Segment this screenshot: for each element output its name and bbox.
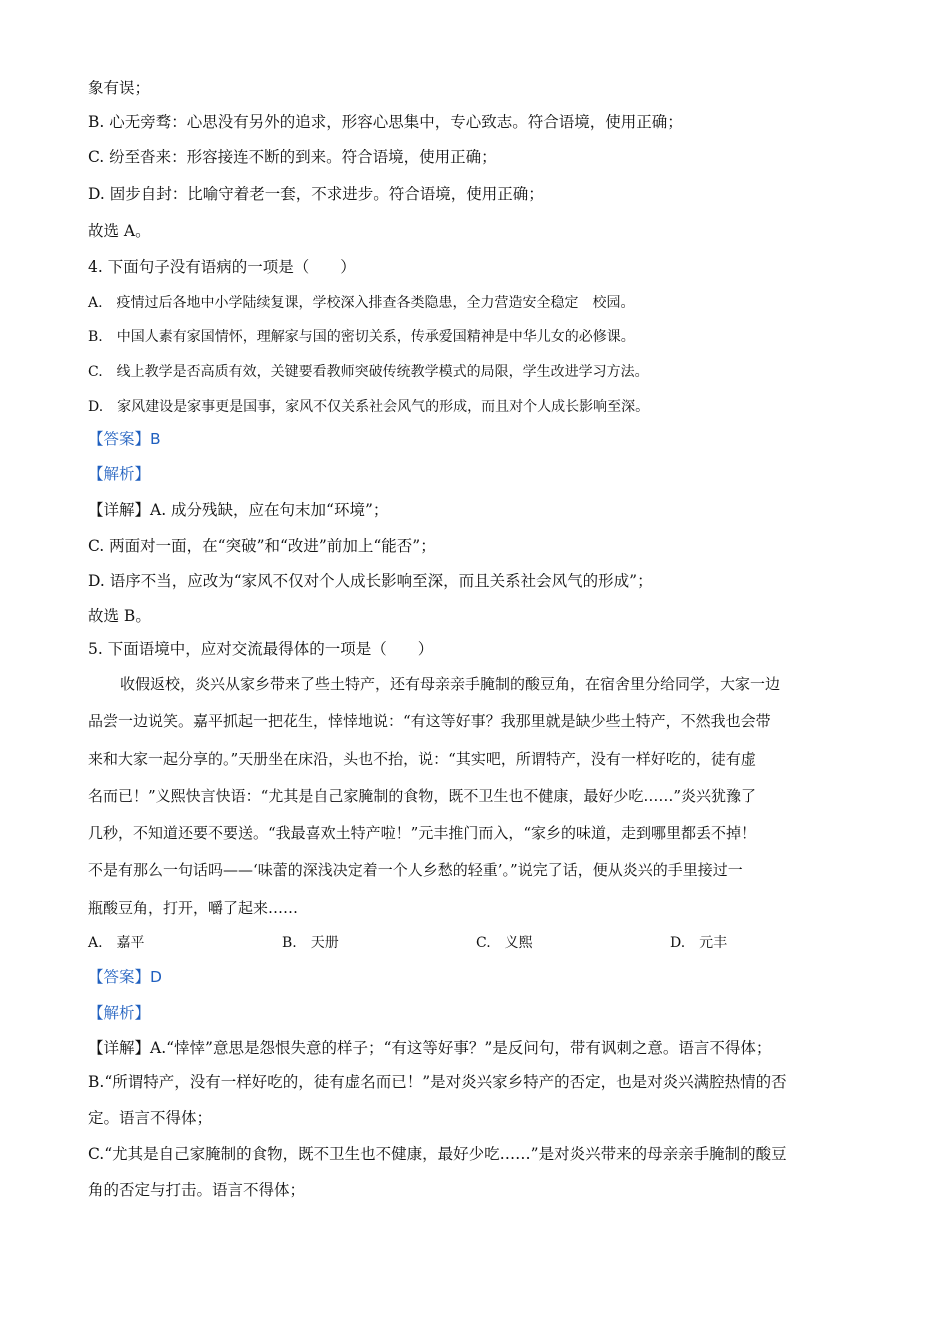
answer-value: B (150, 430, 161, 448)
passage-line: 名而已！”义熙快言快语：“尤其是自己家腌制的食物，既不卫生也不健康，最好少吃……”炎兴犹豫了 (88, 787, 757, 805)
question-5-detail: 角的否定与打击。语言不得体； (88, 1181, 306, 1199)
question-5-detail: 【详解】A.“悻悻”意思是怨恨失意的样子；“有这等好事？”是反问句，带有讽刺之意。语言不得体； (88, 1039, 772, 1057)
question-4-detail: 【详解】A. 成分残缺，应在句末加“环境”； (88, 501, 389, 519)
question-4-detail: C. 两面对一面，在“突破”和“改进”前加上“能否”； (88, 537, 436, 555)
question-5-stem: 5. 下面语境中，应对交流最得体的一项是（ ） (88, 640, 434, 658)
question-4-detail: D. 语序不当，应改为“家风不仅对个人成长影响至深，而且关系社会风气的形成”； (88, 572, 653, 590)
text-line: B. 心无旁骛：心思没有另外的追求，形容心思集中，专心致志。符合语境，使用正确； (88, 113, 683, 131)
question-5-option-c: C. 义熙 (476, 935, 533, 951)
question-5-analysis-tag: 【解析】 (88, 1004, 151, 1022)
text-line: D. 固步自封：比喻守着老一套，不求进步。符合语境，使用正确； (88, 185, 544, 203)
question-4-option-b: B. 中国人素有家国情怀，理解家与国的密切关系，传承爱国精神是中华儿女的必修课。 (88, 329, 635, 345)
passage-line: 几秒，不知道还要不要送。“我最喜欢土特产啦！”元丰推门而入，“家乡的味道，走到哪里都丢不掉！ (88, 824, 757, 842)
question-4-stem: 4. 下面句子没有语病的一项是（ ） (88, 258, 356, 276)
answer-tag: 【答案】 (88, 430, 151, 448)
text-line: 故选 A。 (88, 222, 151, 240)
question-5-answer (88, 966, 162, 988)
answer-tag: 【答案】 (88, 968, 151, 986)
question-4-option-a: A. 疫情过后各地中小学陆续复课，学校深入排查各类隐患，全力营造安全稳定 校园。 (88, 295, 635, 311)
question-4-option-d: D. 家风建设是家事更是国事，家风不仅关系社会风气的形成，而且对个人成长影响至深。 (88, 399, 650, 415)
question-4-detail: 故选 B。 (88, 607, 151, 625)
passage-line: 不是有那么一句话吗——‘味蕾的深浅决定着一个人乡愁的轻重’。”说完了话，便从炎兴的手里接过一 (88, 861, 743, 879)
question-5-detail: C.“尤其是自己家腌制的食物，既不卫生也不健康，最好少吃……”是对炎兴带来的母亲亲手腌制的酸豆 (88, 1145, 787, 1163)
question-5-option-a: A. 嘉平 (88, 935, 145, 951)
question-4-option-c: C. 线上教学是否高质有效，关键要看教师突破传统教学模式的局限，学生改进学习方法。 (88, 364, 649, 380)
question-5-option-b: B. 天册 (282, 935, 339, 951)
passage-line: 收假返校，炎兴从家乡带来了些土特产，还有母亲亲手腌制的酸豆角，在宿舍里分给同学，大家一边 (120, 675, 781, 693)
text-line: 象有误； (88, 79, 151, 97)
question-5-detail: 定。语言不得体； (88, 1109, 213, 1127)
question-5-option-d: D. 元丰 (670, 935, 728, 951)
answer-value: D (150, 968, 162, 986)
passage-line: 瓶酸豆角，打开，嚼了起来…… (88, 899, 299, 917)
question-4-analysis-tag: 【解析】 (88, 465, 151, 483)
question-4-answer (88, 428, 161, 450)
question-5-detail: B.“所谓特产，没有一样好吃的，徒有虚名而已！”是对炎兴家乡特产的否定，也是对炎兴满腔热情的否 (88, 1073, 787, 1091)
passage-line: 品尝一边说笑。嘉平抓起一把花生，悻悻地说：“有这等好事？我那里就是缺少些土特产，不然我也会带 (88, 712, 771, 730)
passage-line: 来和大家一起分享的。”天册坐在床沿，头也不抬，说：“其实吧，所谓特产，没有一样好吃的，徒有虚 (88, 750, 756, 768)
text-line: C. 纷至沓来：形容接连不断的到来。符合语境，使用正确； (88, 148, 497, 166)
document-page (88, 0, 863, 1344)
